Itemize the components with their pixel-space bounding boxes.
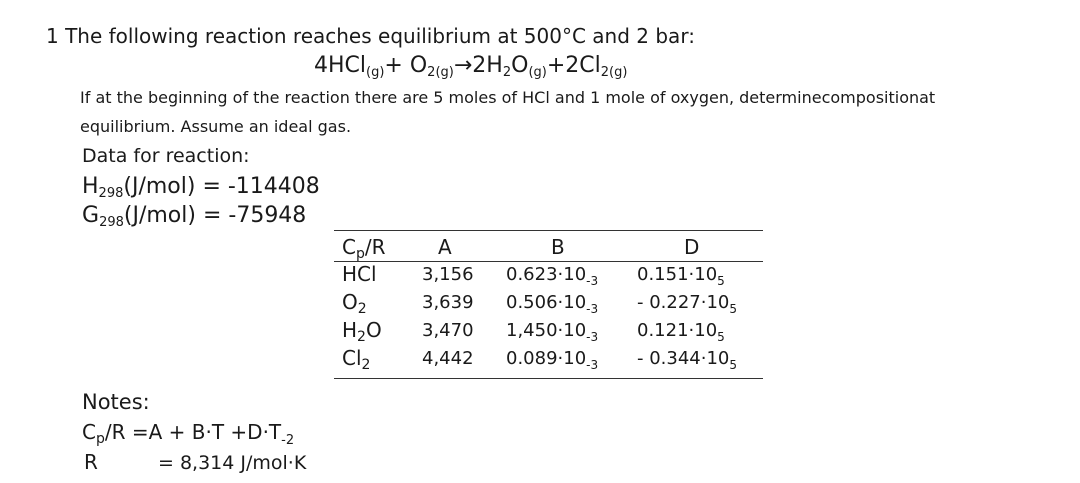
a-cell [422, 264, 474, 285]
formula-p: p [95, 431, 105, 447]
g-symbol: G [82, 203, 100, 228]
species-name: HCl [342, 262, 377, 286]
b-value: 0.506·10 [506, 292, 587, 313]
notes-heading: Notes: [82, 390, 150, 414]
b-exponent: -3 [586, 274, 599, 288]
a-value: 3,639 [422, 292, 474, 313]
b-cell [506, 292, 599, 316]
d-exponent: 5 [717, 330, 725, 344]
species-cell [342, 262, 377, 286]
eq-cl2: +2Cl [546, 53, 601, 78]
b-value: 0.089·10 [506, 348, 587, 369]
eq-h2o: 2H [472, 53, 503, 78]
eq-h2o-sub: 2 [502, 65, 512, 80]
b-cell [506, 320, 599, 344]
species-subscript: 2 [361, 357, 371, 373]
b-cell [506, 264, 599, 288]
problem-title: 1 The following reaction reaches equilibrium at 500°C and 2 bar: [46, 24, 695, 48]
d-value: 0.121·10 [637, 320, 718, 341]
eq-hcl: 4HCl [314, 53, 367, 78]
species-name: H [342, 318, 358, 342]
header-b: B [551, 235, 565, 259]
gas-constant-symbol: R [84, 450, 98, 474]
enthalpy-value [82, 174, 320, 199]
b-exponent: -3 [586, 330, 599, 344]
header-cp-rest: /R [364, 235, 386, 259]
a-value: 3,156 [422, 264, 474, 285]
table-header-row [334, 233, 763, 261]
b-cell [506, 348, 599, 372]
problem-statement-line2: equilibrium. Assume an ideal gas. [80, 117, 352, 136]
header-cp [342, 235, 386, 262]
eq-arrow: → [453, 53, 473, 78]
species-cell [342, 290, 367, 317]
species-cell [342, 318, 382, 345]
b-value: 1,450·10 [506, 320, 587, 341]
species-tail: O [365, 318, 382, 342]
species-name: Cl [342, 346, 362, 370]
d-value: - 0.344·10 [637, 348, 730, 369]
a-cell [422, 348, 474, 369]
eq-h2o-state: (g) [528, 65, 547, 80]
eq-cl2-sub: 2(g) [600, 65, 628, 80]
d-cell [637, 264, 725, 288]
a-value: 4,442 [422, 348, 474, 369]
g-rest: (J/mol) = -75948 [123, 203, 307, 228]
h-rest: (J/mol) = -114408 [123, 174, 320, 199]
formula-rest: /R =A + B·T +D·T [104, 420, 282, 444]
header-a: A [438, 235, 452, 259]
species-name: O [342, 290, 358, 314]
eq-h2o-o: O [511, 53, 529, 78]
d-cell [637, 320, 725, 344]
d-value: - 0.227·10 [637, 292, 730, 313]
eq-hcl-state: (g) [366, 65, 385, 80]
b-value: 0.623·10 [506, 264, 587, 285]
gibbs-value [82, 203, 306, 228]
d-cell [637, 292, 738, 316]
gas-constant-value: = 8,314 J/mol·K [158, 452, 307, 474]
g-sub: 298 [99, 215, 124, 230]
table-row [334, 346, 763, 374]
a-cell [422, 292, 474, 313]
eq-o2-sub: 2(g) [427, 65, 454, 80]
header-d: D [684, 235, 700, 259]
formula-exp: -2 [281, 433, 295, 448]
table-bottom-rule [334, 378, 763, 379]
b-exponent: -3 [586, 358, 599, 372]
heat-capacity-table [334, 230, 763, 379]
reaction-equation [314, 53, 627, 78]
table-body [334, 262, 763, 378]
table-row [334, 290, 763, 318]
table-row [334, 262, 763, 290]
formula-c: C [82, 420, 96, 444]
d-exponent: 5 [729, 358, 738, 372]
h-symbol: H [82, 174, 99, 199]
data-heading: Data for reaction: [82, 145, 250, 167]
d-exponent: 5 [717, 274, 725, 288]
header-cp-p: p [355, 246, 365, 262]
species-cell [342, 346, 371, 373]
problem-statement-line1: If at the beginning of the reaction there are 5 moles of HCl and 1 mole of oxygen, determinecompositionat [80, 88, 936, 107]
a-value: 3,470 [422, 320, 474, 341]
d-exponent: 5 [729, 302, 738, 316]
b-exponent: -3 [586, 302, 599, 316]
eq-o2: + O [384, 53, 428, 78]
table-top-rule [334, 230, 763, 231]
header-cp-c: C [342, 235, 356, 259]
table-row [334, 318, 763, 346]
cp-formula [82, 420, 295, 448]
d-cell [637, 348, 738, 372]
d-value: 0.151·10 [637, 264, 718, 285]
species-subscript: 2 [357, 301, 367, 317]
species-subscript: 2 [357, 329, 366, 345]
a-cell [422, 320, 474, 341]
h-sub: 298 [98, 186, 124, 201]
